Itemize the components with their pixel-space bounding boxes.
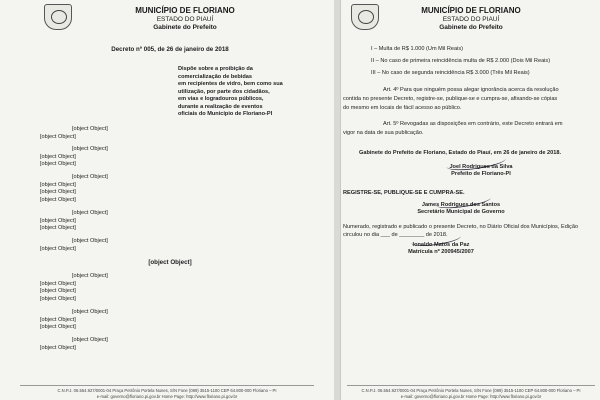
body-line: [object Object] (40, 153, 76, 160)
letterhead-municipio: MUNICÍPIO DE FLORIANO (421, 6, 521, 15)
body-line: [object Object] (40, 133, 76, 140)
publication-line: Numerado, registrado e publicado o presente Decreto, no Diário Oficial dos Municípios, Edição (343, 224, 579, 230)
ementa-line: durante a realização de eventos (178, 103, 263, 110)
body-line: [object Object] (72, 238, 108, 244)
publication-line: circulou no dia ___ de ________ de 2018. (343, 232, 448, 238)
letterhead-estado: ESTADO DO PIAUÍ (156, 16, 214, 23)
body-line: [object Object] (40, 225, 76, 231)
ementa-line: em vias e logradouros públicos, (178, 96, 264, 102)
article-line: do mesmo em locais de fácil acesso ao público. (343, 105, 462, 111)
footer-contact: e-mail: governo@floriano.pi.gov.br Home Page: http://www.floriano.pi.gov.br (400, 393, 542, 399)
body-line: [object Object] (72, 309, 108, 315)
body-line: [object Object] (72, 174, 108, 180)
page-footer (347, 385, 595, 399)
secretary-name: James Rodrigues dos Santos (421, 202, 501, 208)
body-line: [object Object] (72, 273, 108, 279)
date-line: Gabinete do Prefeito de Floriano, Estado do Piauí, em 26 de janeiro de 2018. (359, 150, 562, 156)
penalty-item: II – No caso de primeira reincidência multa de R$ 2.000 (Dois Mil Reais) (371, 58, 551, 64)
letterhead-gabinete: Gabinete do Prefeito (439, 24, 503, 31)
registre-line: REGISTRE-SE, PUBLIQUE-SE E CUMPRA-SE. (343, 190, 465, 196)
body-line: [object Object] (72, 210, 108, 216)
body-line: [object Object] (40, 161, 76, 167)
body-line: [object Object] (40, 217, 76, 224)
body-line: [object Object] (40, 295, 76, 302)
ementa-line: Dispõe sobre a proibição da (178, 66, 253, 72)
ementa-line: em recipientes de vidro, bem como sua (178, 81, 283, 87)
mayor-title: Prefeito de Floriano-PI (451, 171, 511, 177)
officer-name: Ionaldo Matos da Paz (412, 242, 470, 248)
mayor-name: Joel Rodrigues da Silva (449, 164, 513, 170)
body-line: [object Object] (40, 288, 76, 294)
body-line: [object Object] (40, 280, 76, 287)
body-line: [object Object] (40, 316, 76, 323)
ementa-line: comercialização de bebidas (178, 73, 252, 80)
document-page-right (340, 0, 600, 400)
footer-address: C.N.P.J. 06.554.927/0001-04 Praça Petrônio Portela Nunes, S/N Fone (089) 3515-1100 CEP 64.800-000 Floriano – PI (361, 388, 581, 393)
decree-title: Decreto nº 005, de 26 de janeiro de 2018 (111, 46, 229, 53)
municipal-crest-icon (44, 4, 72, 30)
letterhead (110, 6, 260, 32)
article-line: contida no presente Decreto, registre-se, publique-se e cumpra-se, afixando-se cópias (343, 96, 558, 102)
penalty-item: I – Multa de R$ 1.000 (Um Mil Reais) (371, 46, 464, 52)
body-line: [object Object] (40, 324, 76, 330)
body-line: [object Object] (40, 344, 76, 351)
footer-contact: e-mail: governo@floriano.pi.gov.br Home Page: http://www.floriano.pi.gov.br (96, 393, 238, 399)
article-line: Art. 4º Para que ninguém possa alegar ignorância acerca da resolução (383, 87, 559, 93)
municipal-crest-icon (351, 4, 379, 30)
letterhead-municipio: MUNICÍPIO DE FLORIANO (135, 6, 235, 15)
page-footer (20, 385, 314, 399)
letterhead (401, 6, 541, 32)
footer-address: C.N.P.J. 06.554.927/0001-04 Praça Petrônio Portela Nunes, S/N Fone (089) 3515-1100 CEP 64.800-000 Floriano – PI (57, 388, 277, 393)
letterhead-gabinete: Gabinete do Prefeito (153, 24, 217, 31)
body-line: [object Object] (72, 337, 108, 343)
ementa-line: oficiais do Município de Floriano-PI (178, 111, 273, 117)
secretary-title: Secretário Municipal de Governo (417, 209, 505, 215)
ementa-line: utilização, por parte dos cidadãos, (178, 88, 270, 95)
body-line: [object Object] (72, 126, 108, 132)
body-line: [object Object] (40, 245, 76, 252)
letterhead-estado: ESTADO DO PIAUÍ (442, 16, 500, 23)
body-line: [object Object] (40, 189, 76, 195)
body-line: [object Object] (40, 196, 76, 203)
decreta-heading: [object Object] (148, 259, 192, 266)
article-line: Art. 5º Revogadas as disposições em contrário, este Decreto entrará em (383, 121, 563, 127)
article-line: vigor na data de sua publicação. (343, 130, 424, 136)
officer-matricula: Matrícula nº 200945/2007 (408, 249, 474, 255)
body-line: [object Object] (40, 181, 76, 188)
penalty-item: III – No caso de segunda reincidência R$ 3.000 (Três Mil Reais) (371, 70, 530, 76)
body-line: [object Object] (72, 146, 108, 152)
